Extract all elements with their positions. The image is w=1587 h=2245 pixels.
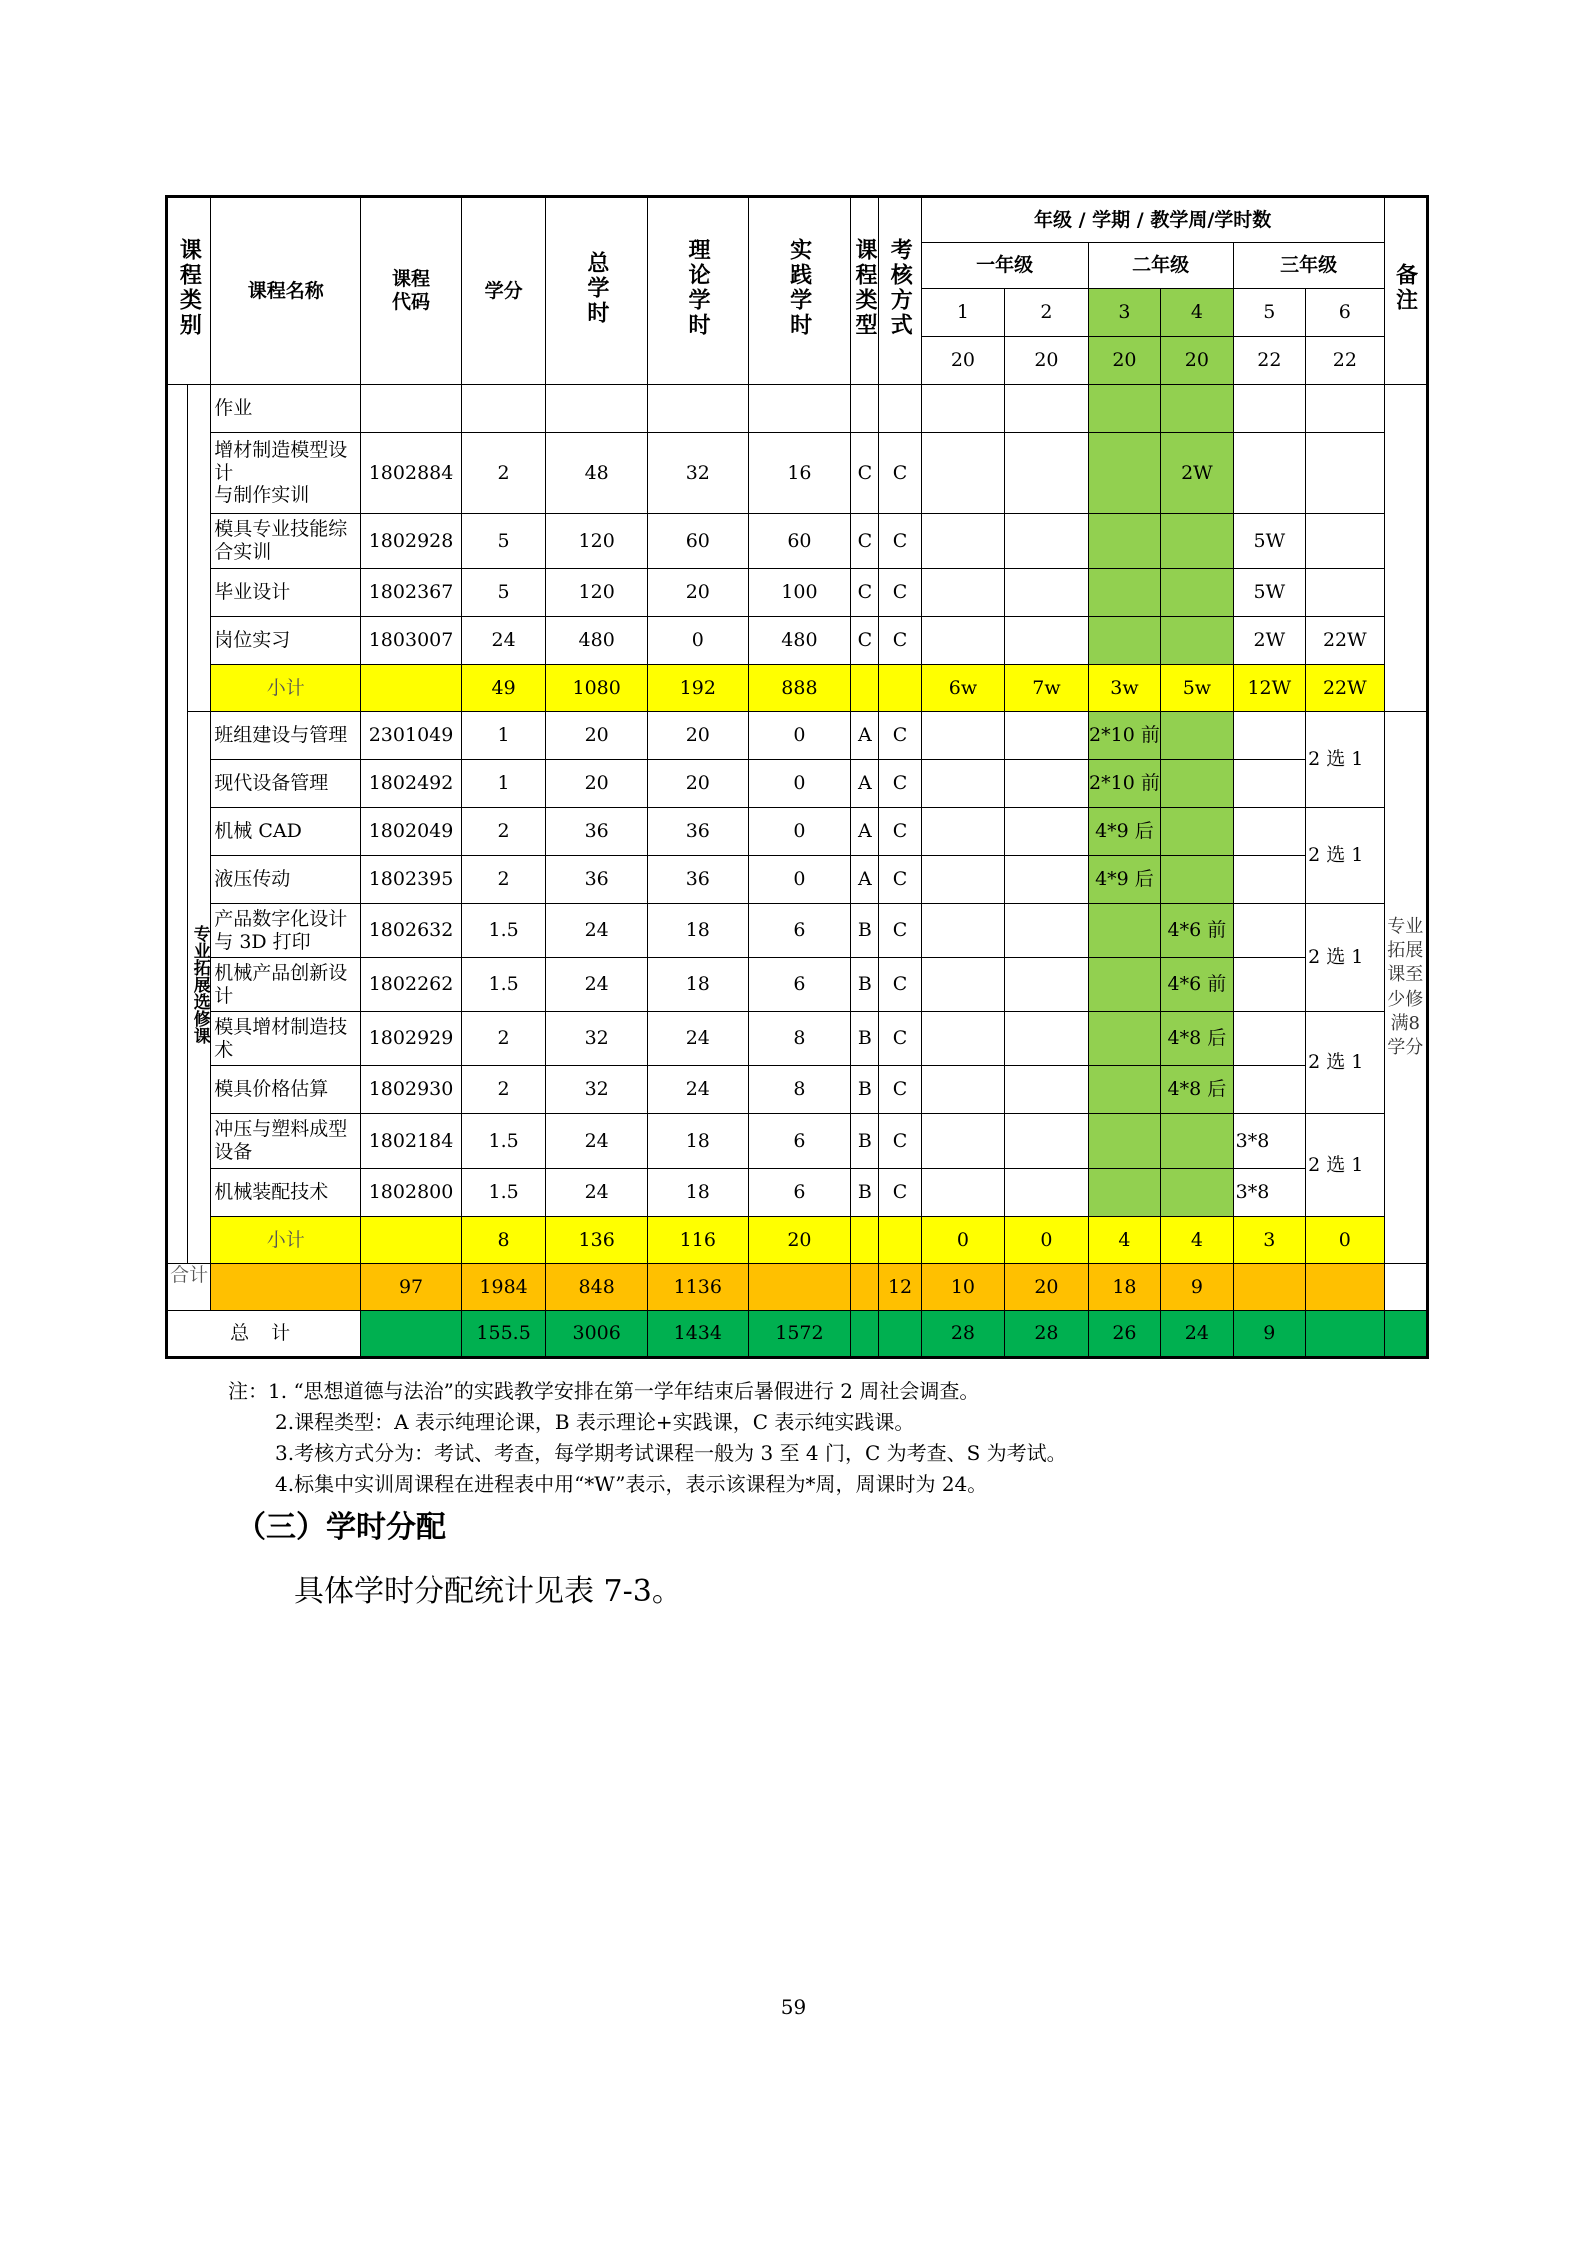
course-code: 1802632: [361, 904, 462, 958]
subtotal-s1: 6w: [921, 665, 1005, 712]
course-code: 1802928: [361, 514, 462, 569]
subtotal-label: 小计: [211, 1217, 361, 1264]
subtotal-label: 小计: [211, 665, 361, 712]
subtotal-credits: 8: [461, 1217, 546, 1264]
course-practice: 60: [748, 514, 851, 569]
sem3-cell: 4*9 后: [1088, 856, 1160, 904]
course-total: 24: [546, 1114, 648, 1169]
sem4-cell: 4*8 后: [1161, 1066, 1233, 1114]
practical-category-cell: [188, 385, 211, 712]
course-credits: 1.5: [461, 958, 546, 1012]
combined-s2: 10: [921, 1264, 1005, 1311]
course-practice: 6: [748, 904, 851, 958]
grand-total-s4: 24: [1161, 1311, 1233, 1358]
subtotal-s5: 3: [1233, 1217, 1305, 1264]
table-row: [167, 904, 1428, 958]
combined-s1: 12: [879, 1264, 921, 1311]
combined-practice: 1136: [647, 1264, 748, 1311]
course-type: B: [851, 904, 879, 958]
subtotal-s4: 4: [1161, 1217, 1233, 1264]
combined-total: 1984: [461, 1264, 546, 1311]
course-type: A: [851, 712, 879, 760]
course-name: 模具增材制造技术: [211, 1012, 361, 1066]
practical-subtotal-row: [167, 665, 1428, 712]
header-theory-hours: 理论学时: [647, 197, 748, 385]
elective-category: 专业拓展选修课: [188, 712, 211, 1264]
subtotal-s2: 0: [1005, 1217, 1089, 1264]
sem6-cell: 22W: [1306, 617, 1385, 665]
course-practice: 8: [748, 1066, 851, 1114]
table-row: [167, 808, 1428, 856]
semester-3: 3: [1088, 289, 1160, 337]
course-practice: 0: [748, 856, 851, 904]
course-theory: 32: [647, 433, 748, 514]
sem5-cell: 5W: [1233, 514, 1305, 569]
header-year1: 一年级: [921, 243, 1088, 289]
grand-total-practice: 1572: [748, 1311, 851, 1358]
course-name: 产品数字化设计与 3D 打印: [211, 904, 361, 958]
course-assess: C: [879, 712, 921, 760]
choice-note: 2 选 1: [1306, 712, 1385, 808]
table-row: [167, 1169, 1428, 1217]
course-name: 机械装配技术: [211, 1169, 361, 1217]
practical-remark-cell: [1384, 385, 1427, 712]
course-type: B: [851, 1114, 879, 1169]
course-credits: 1: [461, 712, 546, 760]
weeks-1: 20: [921, 337, 1005, 385]
grand-total-s2: 28: [1005, 1311, 1089, 1358]
course-practice: 6: [748, 1114, 851, 1169]
course-name: 液压传动: [211, 856, 361, 904]
course-total: 36: [546, 856, 648, 904]
course-code: 1802049: [361, 808, 462, 856]
outer-category-cell: [167, 385, 188, 1264]
course-credits: 2: [461, 1066, 546, 1114]
course-total: 20: [546, 712, 648, 760]
course-assess: C: [879, 1169, 921, 1217]
sem3-cell: 2*10 前: [1088, 712, 1160, 760]
body-paragraph: 具体学时分配统计见表 7-3。: [294, 1574, 682, 1609]
course-total: 24: [546, 1169, 648, 1217]
course-type: C: [851, 514, 879, 569]
header-year2: 二年级: [1088, 243, 1233, 289]
course-code: 1802367: [361, 569, 462, 617]
course-code: 1802929: [361, 1012, 462, 1066]
course-code: 1802492: [361, 760, 462, 808]
sem3-cell: 2*10 前: [1088, 760, 1160, 808]
table-row: [167, 712, 1428, 760]
course-total: 480: [546, 617, 648, 665]
course-type: B: [851, 1169, 879, 1217]
semester-4: 4: [1161, 289, 1233, 337]
weeks-4: 20: [1161, 337, 1233, 385]
weeks-3: 20: [1088, 337, 1160, 385]
course-theory: 24: [647, 1066, 748, 1114]
elective-remark: 专业拓展课至少修满8学分: [1384, 712, 1427, 1264]
sem5-cell: 2W: [1233, 617, 1305, 665]
combined-theory: 848: [546, 1264, 648, 1311]
combined-s4: 18: [1088, 1264, 1160, 1311]
header-course-name: 课程名称: [211, 197, 361, 385]
course-type: C: [851, 569, 879, 617]
course-theory: 36: [647, 808, 748, 856]
course-assess: C: [879, 433, 921, 514]
course-name: 增材制造模型设计 与制作实训: [211, 433, 361, 514]
course-theory: 18: [647, 958, 748, 1012]
header-assessment: 考核方式: [879, 197, 921, 385]
course-total: 20: [546, 760, 648, 808]
table-row: [167, 433, 1428, 514]
subtotal-s1: 0: [921, 1217, 1005, 1264]
course-name: 机械 CAD: [211, 808, 361, 856]
subtotal-s6: 22W: [1306, 665, 1385, 712]
course-assess: C: [879, 904, 921, 958]
subtotal-practice: 20: [748, 1217, 851, 1264]
combined-s5: 9: [1161, 1264, 1233, 1311]
course-total: 24: [546, 958, 648, 1012]
header-course-type: 课程类型: [851, 197, 879, 385]
course-type: C: [851, 433, 879, 514]
course-theory: 36: [647, 856, 748, 904]
sem5-cell: 5W: [1233, 569, 1305, 617]
header-row-1: [167, 197, 1428, 243]
subtotal-s5: 12W: [1233, 665, 1305, 712]
course-code: 1802395: [361, 856, 462, 904]
section-title: （三）学时分配: [236, 1510, 446, 1545]
course-assess: C: [879, 760, 921, 808]
weeks-5: 22: [1233, 337, 1305, 385]
course-assess: C: [879, 856, 921, 904]
combined-s3: 20: [1005, 1264, 1089, 1311]
note-4: 4.标集中实训周课程在进程表中用“*W”表示，表示该课程为*周，周课时为 24。: [275, 1472, 988, 1496]
page-number: 59: [780, 1995, 807, 2019]
course-credits: 2: [461, 856, 546, 904]
note-3: 3.考核方式分为：考试、考查，每学期考试课程一般为 3 至 4 门，C 为考查、S 为考试。: [275, 1441, 1067, 1465]
choice-note: 2 选 1: [1306, 904, 1385, 1012]
course-theory: 18: [647, 1169, 748, 1217]
course-theory: 20: [647, 760, 748, 808]
subtotal-theory: 192: [647, 665, 748, 712]
sem4-cell: 4*6 前: [1161, 904, 1233, 958]
combined-label: 合计: [167, 1264, 211, 1311]
course-name: 岗位实习: [211, 617, 361, 665]
course-theory: 18: [647, 1114, 748, 1169]
table-notes: [228, 1376, 1067, 1500]
course-type: B: [851, 1066, 879, 1114]
table-row: [167, 1012, 1428, 1066]
header-total-hours: 总学时: [546, 197, 648, 385]
course-theory: 20: [647, 712, 748, 760]
course-total: 120: [546, 569, 648, 617]
header-credits: 学分: [461, 197, 546, 385]
course-assess: C: [879, 1066, 921, 1114]
course-practice: 8: [748, 1012, 851, 1066]
semester-1: 1: [921, 289, 1005, 337]
grand-total-theory: 1434: [647, 1311, 748, 1358]
sem5-cell: 3*8: [1233, 1169, 1305, 1217]
course-code: 1803007: [361, 617, 462, 665]
header-category: 课程类别: [167, 197, 211, 385]
weeks-6: 22: [1306, 337, 1385, 385]
course-type: A: [851, 856, 879, 904]
course-total: 24: [546, 904, 648, 958]
course-code: 1802262: [361, 958, 462, 1012]
semester-6: 6: [1306, 289, 1385, 337]
grand-total-row: [167, 1311, 1428, 1358]
semester-5: 5: [1233, 289, 1305, 337]
course-code: 2301049: [361, 712, 462, 760]
course-total: 32: [546, 1012, 648, 1066]
subtotal-s3: 4: [1088, 1217, 1160, 1264]
grand-total-credits: 155.5: [461, 1311, 546, 1358]
course-credits: 5: [461, 569, 546, 617]
header-year3: 三年级: [1233, 243, 1384, 289]
course-credits: 1.5: [461, 1169, 546, 1217]
subtotal-total: 136: [546, 1217, 648, 1264]
table-row: [167, 1114, 1428, 1169]
course-assess: C: [879, 1012, 921, 1066]
course-assess: C: [879, 569, 921, 617]
weeks-2: 20: [1005, 337, 1089, 385]
course-practice: 6: [748, 958, 851, 1012]
sem4-cell: 4*6 前: [1161, 958, 1233, 1012]
table-row: [167, 385, 1428, 433]
course-theory: 18: [647, 904, 748, 958]
grand-total-s5: 9: [1233, 1311, 1305, 1358]
subtotal-s6: 0: [1306, 1217, 1385, 1264]
course-theory: 0: [647, 617, 748, 665]
course-assess: C: [879, 617, 921, 665]
table-row: [167, 514, 1428, 569]
course-credits: 1.5: [461, 1114, 546, 1169]
course-total: 48: [546, 433, 648, 514]
course-practice: 0: [748, 808, 851, 856]
course-theory: 24: [647, 1012, 748, 1066]
course-practice: 480: [748, 617, 851, 665]
table-row: [167, 1066, 1428, 1114]
semester-2: 2: [1005, 289, 1089, 337]
course-assess: C: [879, 808, 921, 856]
course-type: B: [851, 1012, 879, 1066]
table-row: [167, 958, 1428, 1012]
subtotal-s4: 5w: [1161, 665, 1233, 712]
course-assess: C: [879, 1114, 921, 1169]
sem4-cell: 2W: [1161, 433, 1233, 514]
course-credits: 2: [461, 808, 546, 856]
table-row: [167, 760, 1428, 808]
course-practice: 0: [748, 712, 851, 760]
subtotal-theory: 116: [647, 1217, 748, 1264]
course-credits: 1.5: [461, 904, 546, 958]
subtotal-total: 1080: [546, 665, 648, 712]
combined-s6: [1233, 1264, 1305, 1311]
course-assess: C: [879, 958, 921, 1012]
combined-row: [167, 1264, 1428, 1311]
course-code: 1802884: [361, 433, 462, 514]
course-name: 机械产品创新设计: [211, 958, 361, 1012]
subtotal-practice: 888: [748, 665, 851, 712]
grand-total-s1: 28: [921, 1311, 1005, 1358]
course-name: 班组建设与管理: [211, 712, 361, 760]
course-type: A: [851, 760, 879, 808]
subtotal-s2: 7w: [1005, 665, 1089, 712]
course-theory: 20: [647, 569, 748, 617]
header-practice-hours: 实践学时: [748, 197, 851, 385]
course-credits: 2: [461, 433, 546, 514]
subtotal-credits: 49: [461, 665, 546, 712]
course-credits: 24: [461, 617, 546, 665]
elective-subtotal-row: [167, 1217, 1428, 1264]
sem5-cell: 3*8: [1233, 1114, 1305, 1169]
choice-note: 2 选 1: [1306, 808, 1385, 904]
grand-total-s6: [1306, 1311, 1385, 1358]
teaching-plan-table: [165, 195, 1429, 1359]
sem4-cell: 4*8 后: [1161, 1012, 1233, 1066]
course-name: 毕业设计: [211, 569, 361, 617]
note-2: 2.课程类型：A 表示纯理论课，B 表示理论+实践课，C 表示纯实践课。: [275, 1410, 915, 1434]
course-name: 现代设备管理: [211, 760, 361, 808]
course-name: 作业: [211, 385, 361, 433]
course-practice: 0: [748, 760, 851, 808]
course-name: 模具专业技能综合实训: [211, 514, 361, 569]
choice-note: 2 选 1: [1306, 1012, 1385, 1114]
table-row: [167, 617, 1428, 665]
header-remarks: 备注: [1384, 197, 1427, 385]
course-practice: 100: [748, 569, 851, 617]
course-name: 模具价格估算: [211, 1066, 361, 1114]
course-theory: 60: [647, 514, 748, 569]
table-row: [167, 569, 1428, 617]
course-practice: 6: [748, 1169, 851, 1217]
grand-total-s3: 26: [1088, 1311, 1160, 1358]
course-practice: 16: [748, 433, 851, 514]
note-1: 注：1. “思想道德与法治”的实践教学安排在第一学年结束后暑假进行 2 周社会调查。: [228, 1379, 980, 1403]
subtotal-s3: 3w: [1088, 665, 1160, 712]
combined-credits: 97: [361, 1264, 462, 1311]
course-credits: 1: [461, 760, 546, 808]
course-code: 1802800: [361, 1169, 462, 1217]
grand-total-label: 总 计: [167, 1311, 361, 1358]
course-code: 1802930: [361, 1066, 462, 1114]
sem3-cell: 4*9 后: [1088, 808, 1160, 856]
course-assess: C: [879, 514, 921, 569]
course-total: 36: [546, 808, 648, 856]
course-total: 32: [546, 1066, 648, 1114]
course-type: C: [851, 617, 879, 665]
course-credits: 2: [461, 1012, 546, 1066]
course-credits: 5: [461, 514, 546, 569]
grand-total-total: 3006: [546, 1311, 648, 1358]
table-row: [167, 856, 1428, 904]
course-code: 1802184: [361, 1114, 462, 1169]
header-course-code: 课程 代码: [361, 197, 462, 385]
choice-note: 2 选 1: [1306, 1114, 1385, 1217]
course-type: A: [851, 808, 879, 856]
course-type: B: [851, 958, 879, 1012]
course-total: 120: [546, 514, 648, 569]
course-name: 冲压与塑料成型设备: [211, 1114, 361, 1169]
header-schedule: 年级 / 学期 / 教学周/学时数: [921, 197, 1384, 243]
